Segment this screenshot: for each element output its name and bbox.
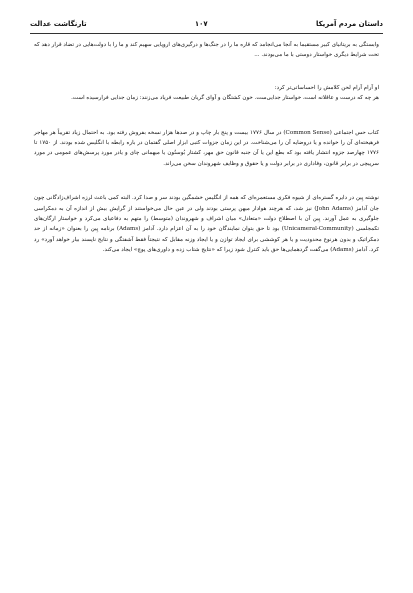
page-number: ۱۰۷: [194, 20, 208, 28]
book-title: داستان مردم آمریکا: [315, 20, 383, 28]
paragraph-2: او آرام آرام لحن کلامش را احساساتی‌تر کرد:: [274, 84, 379, 91]
page-header: [30, 20, 383, 34]
paragraph-3: هر چه که درست و عاقلانه است، خواستار جدایی‌ست. خون کشتگان و آوای گریان طبیعت فریاد می‌زنند: زمان جدایی فرارسیده است.: [71, 95, 379, 102]
page-body: [34, 40, 379, 256]
chapter-title: تارنگاشت عدالت: [30, 20, 87, 28]
paragraph-4: کتاب حس اجتماعی (Common Sense) در سال ۱۷۷۶ بیست و پنج بار چاپ و در صدها هزار نسخه بفروش رفته بود. به احتمال زیاد تقریباً هر مهاجر فرهیخته‌ای آن را خوانده و یا دروضایه آن را می‌شناخت. در این زمان جزوات کتبی ابزار اصلی گفتمان در باره رابطه با انگلیس شده بودند. از ۱۷۵۰ تا ۱۷۷۶ چهارصد جزوه انتشار یافته بود که بطع این یا آن جنبه قانون حق مهر، کشتار بُوستُون یا میهمانی چای و یادر مورد پرسش‌های عمومی در مورد سرپیچی در برابر قانون، وفاداری در برابر دولت و یا حقوق و وظایف شهروندان سخن می‌راند.: [34, 129, 379, 167]
header-rule: [30, 33, 383, 34]
paragraph-5: نوشته پِین در دایره گستره‌ای از شیوه فکری مستعمره‌ای که همه از انگلیس خشمگین بودند سر و صدا کرد. البته کمی باعث لرزه اشراف‌زادگانی چون جان آدامز (John Adams) نیز شد، که هرچند هوادار میهن پرستی بودند ولی در عین حال می‌خواستند از گرایش بیش از اندازه آن به دمکراسی جلوگیری به عمل آورند. پِین آن با اصطلاح دولت «متعادل» میان اشراف و شهروندان (متوسط) را متهم به دفاعیای می‌کرد و خواستار ارگان‌های تکمجلسی (Unicameral-Community) بود تا حق بتوان نمایندگان خود را به آن اعزام دارد. آدامز (Adams) برنامه پِین را بعنوان «زمانه از حد دمکراتیک و بدون هرنوع محدودیت و یا هر کوششی برای ایجاد توازن و یا ایجاد وزنه مقابل که نتیجتاً فقط آشفتگی و نتایج ناپسند بیار خواهد آورد» رد کرد. آدامز (Adams) می‌گفت گردهمایی‌ها حق باید کنترل شود زیرا که «نتایج شتاب زده و داوری‌های پوچ» ایجاد می‌کند.: [34, 195, 380, 254]
paragraph-1: وابستگی به بریتانیای کبیر مستقیما به آنجا می‌انجامد که قاره ما را در جنگ‌ها و درگیری‌های اروپایی سهیم کند و ما را با دولت‌هایی در تضاد قرار دهد که تحت شرایط دیگری خواستار دوستی با ما می‌بودند. ...: [34, 42, 379, 59]
